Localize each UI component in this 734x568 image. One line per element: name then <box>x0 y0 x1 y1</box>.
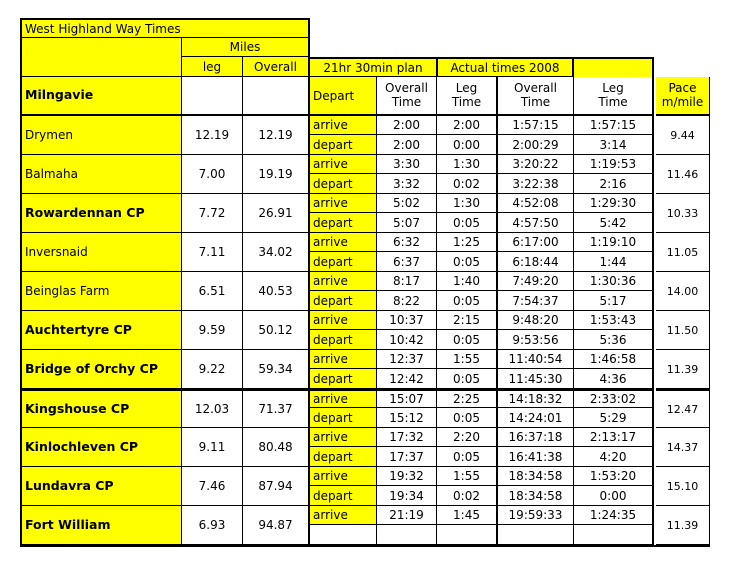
header-actual-leg <box>574 77 654 116</box>
arrive-label: arrive <box>310 428 377 447</box>
plan-overall-arrive: 2:00 <box>377 116 437 135</box>
plan-leg-depart: 0:05 <box>437 213 498 233</box>
header-actual-leg-line: Time <box>598 94 628 109</box>
actual-leg-arrive: 1:53:20 <box>574 467 654 486</box>
plan-leg-depart: 0:05 <box>437 369 498 389</box>
actual-leg-depart: 5:17 <box>574 291 654 311</box>
header-pace <box>656 77 710 116</box>
actual-overall-depart: 7:54:37 <box>498 291 574 311</box>
arrive-label: arrive <box>310 350 377 369</box>
start-name: Milngavie <box>20 77 181 116</box>
stage-pace: 9.44 <box>656 116 710 155</box>
header-plan-overall-line: Time <box>391 94 422 109</box>
stage-leg-miles: 9.59 <box>181 311 243 350</box>
depart-label: depart <box>310 486 377 506</box>
depart-label: depart <box>310 135 377 155</box>
stage-pace: 12.47 <box>656 389 710 428</box>
plan-overall-depart: 19:34 <box>377 486 437 506</box>
plan-leg-arrive: 1:30 <box>437 155 498 174</box>
actual-overall-depart: 6:18:44 <box>498 252 574 272</box>
actual-overall-arrive: 3:20:22 <box>498 155 574 174</box>
depart-label: depart <box>310 252 377 272</box>
header-actual-overall-line: Time <box>520 94 551 109</box>
stage-name: Auchtertyre CP <box>20 311 181 350</box>
plan-overall-depart: 15:12 <box>377 408 437 428</box>
header-pace-line: Pace <box>668 80 697 95</box>
table-title: West Highland Way Times <box>20 18 310 38</box>
blank-cell <box>243 77 310 116</box>
plan-leg-depart: 0:05 <box>437 291 498 311</box>
actual-leg-depart <box>574 525 654 545</box>
stage-pace: 14.37 <box>656 428 710 467</box>
actual-overall-depart <box>498 525 574 545</box>
actual-leg-arrive: 2:13:17 <box>574 428 654 447</box>
plan-leg-arrive: 2:15 <box>437 311 498 330</box>
stage-pace: 11.39 <box>656 350 710 389</box>
depart-label: depart <box>310 213 377 233</box>
header-spacer <box>20 57 181 77</box>
plan-leg-arrive: 1:40 <box>437 272 498 291</box>
plan-leg-depart: 0:05 <box>437 252 498 272</box>
stage-pace: 14.00 <box>656 272 710 311</box>
actual-leg-depart: 5:29 <box>574 408 654 428</box>
stage-name: Drymen <box>20 116 181 155</box>
plan-overall-depart: 6:37 <box>377 252 437 272</box>
header-spacer <box>20 38 181 57</box>
actual-leg-arrive: 1:19:53 <box>574 155 654 174</box>
stage-name: Kingshouse CP <box>20 389 181 428</box>
stage-leg-miles: 6.93 <box>181 506 243 545</box>
stage-leg-miles: 9.22 <box>181 350 243 389</box>
plan-overall-arrive: 3:30 <box>377 155 437 174</box>
arrive-label: arrive <box>310 311 377 330</box>
stage-pace: 11.39 <box>656 506 710 545</box>
plan-overall-arrive: 19:32 <box>377 467 437 486</box>
stage-name: Beinglas Farm <box>20 272 181 311</box>
plan-leg-depart <box>437 525 498 545</box>
plan-overall-arrive: 15:07 <box>377 389 437 408</box>
header-spacer <box>574 57 654 77</box>
plan-overall-depart: 3:32 <box>377 174 437 194</box>
actual-overall-arrive: 9:48:20 <box>498 311 574 330</box>
actual-overall-depart: 9:53:56 <box>498 330 574 350</box>
plan-leg-depart: 0:05 <box>437 447 498 467</box>
plan-overall-arrive: 8:17 <box>377 272 437 291</box>
actual-leg-depart: 5:36 <box>574 330 654 350</box>
actual-overall-arrive: 6:17:00 <box>498 233 574 252</box>
actual-leg-arrive: 1:57:15 <box>574 116 654 135</box>
plan-leg-arrive: 2:00 <box>437 116 498 135</box>
header-actual-overall <box>498 77 574 116</box>
stage-overall-miles: 94.87 <box>243 506 310 545</box>
actual-overall-depart: 14:24:01 <box>498 408 574 428</box>
plan-leg-arrive: 2:25 <box>437 389 498 408</box>
plan-leg-arrive: 1:55 <box>437 350 498 369</box>
actual-leg-depart: 5:42 <box>574 213 654 233</box>
arrive-label: arrive <box>310 155 377 174</box>
stage-name: Inversnaid <box>20 233 181 272</box>
actual-overall-depart: 11:45:30 <box>498 369 574 389</box>
actual-leg-arrive: 1:46:58 <box>574 350 654 369</box>
actual-leg-depart: 4:20 <box>574 447 654 467</box>
stage-pace: 11.46 <box>656 155 710 194</box>
stage-overall-miles: 19.19 <box>243 155 310 194</box>
stage-leg-miles: 7.00 <box>181 155 243 194</box>
table-bottom-border <box>20 545 710 547</box>
stage-overall-miles: 59.34 <box>243 350 310 389</box>
stage-name: Fort William <box>20 506 181 545</box>
header-depart: Depart <box>310 77 377 116</box>
header-leg: leg <box>181 57 243 77</box>
actual-overall-arrive: 14:18:32 <box>498 389 574 408</box>
plan-overall-depart: 2:00 <box>377 135 437 155</box>
plan-overall-depart: 8:22 <box>377 291 437 311</box>
actual-leg-arrive: 1:53:43 <box>574 311 654 330</box>
stage-overall-miles: 87.94 <box>243 467 310 506</box>
actual-leg-arrive: 1:24:35 <box>574 506 654 525</box>
arrive-label: arrive <box>310 467 377 486</box>
plan-leg-depart: 0:00 <box>437 135 498 155</box>
header-overall: Overall <box>243 57 310 77</box>
arrive-label: arrive <box>310 506 377 525</box>
actual-overall-arrive: 16:37:18 <box>498 428 574 447</box>
depart-label: depart <box>310 447 377 467</box>
stage-name: Balmaha <box>20 155 181 194</box>
header-pace-line: m/mile <box>661 94 704 109</box>
plan-leg-arrive: 2:20 <box>437 428 498 447</box>
plan-leg-arrive: 1:45 <box>437 506 498 525</box>
stage-overall-miles: 34.02 <box>243 233 310 272</box>
stage-pace: 15.10 <box>656 467 710 506</box>
actual-overall-arrive: 11:40:54 <box>498 350 574 369</box>
actual-overall-depart: 4:57:50 <box>498 213 574 233</box>
arrive-label: arrive <box>310 194 377 213</box>
stage-name: Kinlochleven CP <box>20 428 181 467</box>
plan-overall-arrive: 10:37 <box>377 311 437 330</box>
actual-overall-depart: 16:41:38 <box>498 447 574 467</box>
actual-overall-depart: 2:00:29 <box>498 135 574 155</box>
plan-leg-arrive: 1:25 <box>437 233 498 252</box>
plan-overall-depart: 5:07 <box>377 213 437 233</box>
stage-leg-miles: 9.11 <box>181 428 243 467</box>
depart-label: depart <box>310 174 377 194</box>
plan-overall-arrive: 12:37 <box>377 350 437 369</box>
header-actual: Actual times 2008 <box>438 57 574 77</box>
stage-leg-miles: 7.46 <box>181 467 243 506</box>
stage-overall-miles: 26.91 <box>243 194 310 233</box>
stage-pace: 11.05 <box>656 233 710 272</box>
plan-overall-arrive: 17:32 <box>377 428 437 447</box>
actual-leg-arrive: 1:19:10 <box>574 233 654 252</box>
arrive-label: arrive <box>310 233 377 252</box>
depart-label: depart <box>310 291 377 311</box>
actual-leg-depart: 4:36 <box>574 369 654 389</box>
plan-leg-arrive: 1:30 <box>437 194 498 213</box>
header-miles: Miles <box>181 38 310 57</box>
plan-leg-depart: 0:05 <box>437 330 498 350</box>
actual-overall-arrive: 18:34:58 <box>498 467 574 486</box>
actual-overall-arrive: 1:57:15 <box>498 116 574 135</box>
header-plan-leg <box>437 77 498 116</box>
stage-leg-miles: 6.51 <box>181 272 243 311</box>
header-actual-leg-line: Leg <box>602 80 624 95</box>
stage-leg-miles: 12.03 <box>181 389 243 428</box>
plan-overall-depart <box>377 525 437 545</box>
header-plan: 21hr 30min plan <box>310 57 438 77</box>
stage-name: Bridge of Orchy CP <box>20 350 181 389</box>
plan-overall-arrive: 5:02 <box>377 194 437 213</box>
stage-name: Rowardennan CP <box>20 194 181 233</box>
depart-label: depart <box>310 408 377 428</box>
plan-leg-depart: 0:02 <box>437 486 498 506</box>
stage-overall-miles: 80.48 <box>243 428 310 467</box>
stage-overall-miles: 50.12 <box>243 311 310 350</box>
arrive-label: arrive <box>310 272 377 291</box>
stage-overall-miles: 12.19 <box>243 116 310 155</box>
stage-leg-miles: 7.72 <box>181 194 243 233</box>
stage-leg-miles: 12.19 <box>181 116 243 155</box>
arrive-label: arrive <box>310 389 377 408</box>
actual-leg-depart: 0:00 <box>574 486 654 506</box>
actual-overall-arrive: 19:59:33 <box>498 506 574 525</box>
actual-overall-depart: 3:22:38 <box>498 174 574 194</box>
header-plan-leg-line: Time <box>451 94 482 109</box>
header-plan-overall <box>377 77 437 116</box>
actual-leg-arrive: 1:29:30 <box>574 194 654 213</box>
header-plan-overall-line: Overall <box>385 80 428 95</box>
plan-overall-depart: 12:42 <box>377 369 437 389</box>
actual-leg-depart: 3:14 <box>574 135 654 155</box>
plan-leg-arrive: 1:55 <box>437 467 498 486</box>
header-plan-leg-line: Leg <box>455 80 478 95</box>
actual-leg-depart: 1:44 <box>574 252 654 272</box>
actual-overall-depart: 18:34:58 <box>498 486 574 506</box>
plan-overall-arrive: 6:32 <box>377 233 437 252</box>
plan-overall-arrive: 21:19 <box>377 506 437 525</box>
arrive-label: arrive <box>310 116 377 135</box>
actual-leg-arrive: 2:33:02 <box>574 389 654 408</box>
stage-overall-miles: 71.37 <box>243 389 310 428</box>
actual-overall-arrive: 7:49:20 <box>498 272 574 291</box>
stage-name: Lundavra CP <box>20 467 181 506</box>
stage-leg-miles: 7.11 <box>181 233 243 272</box>
plan-overall-depart: 17:37 <box>377 447 437 467</box>
blank-cell <box>181 77 243 116</box>
plan-leg-depart: 0:05 <box>437 408 498 428</box>
header-actual-overall-line: Overall <box>514 80 557 95</box>
actual-leg-arrive: 1:30:36 <box>574 272 654 291</box>
actual-leg-depart: 2:16 <box>574 174 654 194</box>
plan-leg-depart: 0:02 <box>437 174 498 194</box>
stage-pace: 11.50 <box>656 311 710 350</box>
stage-overall-miles: 40.53 <box>243 272 310 311</box>
depart-label <box>310 525 377 545</box>
depart-label: depart <box>310 369 377 389</box>
depart-label: depart <box>310 330 377 350</box>
plan-overall-depart: 10:42 <box>377 330 437 350</box>
actual-overall-arrive: 4:52:08 <box>498 194 574 213</box>
stage-pace: 10.33 <box>656 194 710 233</box>
